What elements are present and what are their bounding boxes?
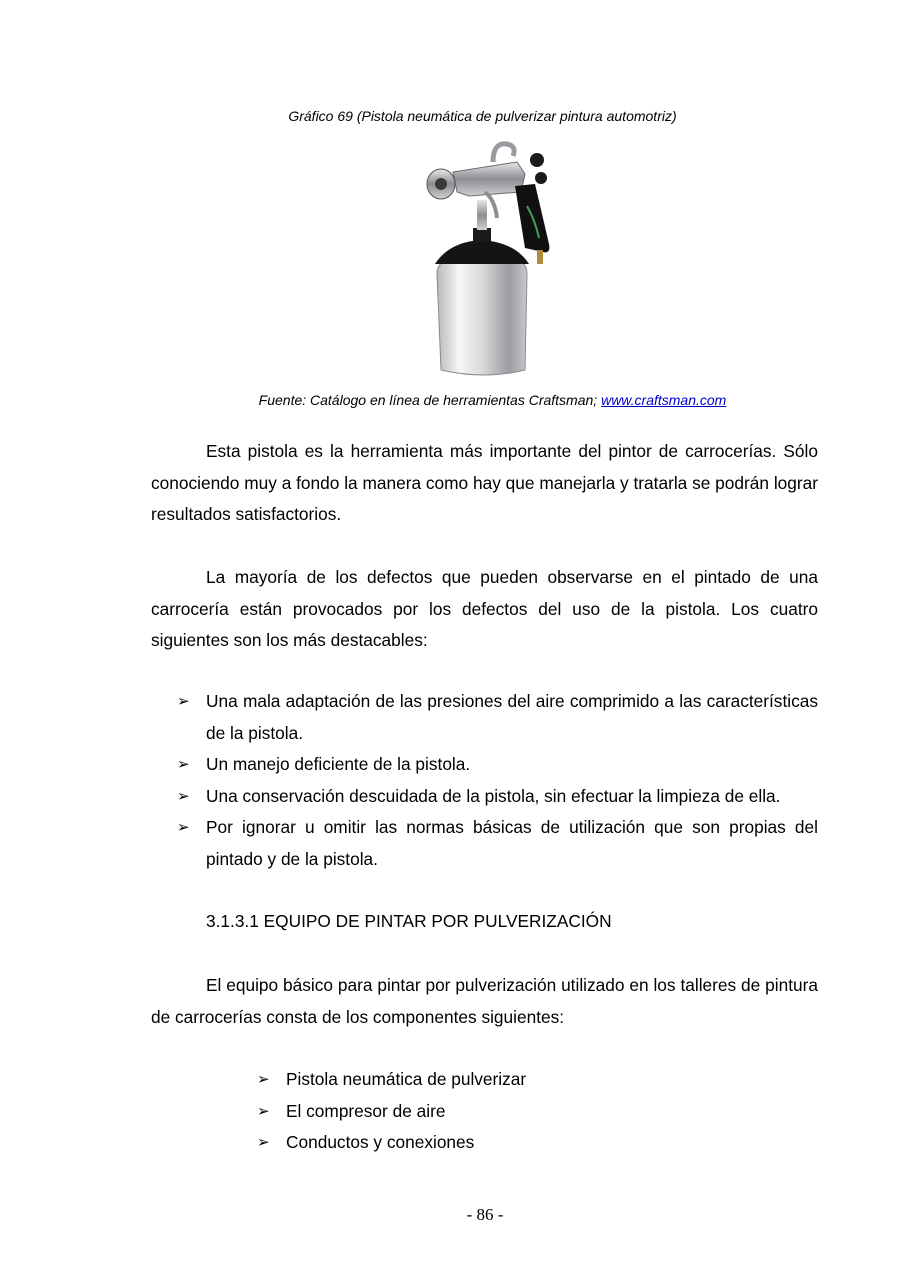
arrow-bullet-icon: ➢ — [177, 756, 190, 773]
arrow-bullet-icon: ➢ — [257, 1134, 270, 1151]
figure-title: Gráfico 69 (Pistola neumática de pulverizar pintura automotriz) — [288, 108, 677, 124]
paragraph-text: Esta pistola es la herramienta más importante del pintor de carrocerías. Sólo conociendo muy a fondo la manera como hay que manejarla y tratarla se podrán lograr resultados satisfactorios. — [151, 441, 818, 524]
craftsman-link[interactable]: www.craftsman.com — [601, 392, 727, 408]
arrow-bullet-icon: ➢ — [257, 1071, 270, 1088]
list-item — [151, 812, 818, 875]
spray-gun-icon — [409, 134, 561, 380]
list-item-text: Por ignorar u omitir las normas básicas de utilización que son propias del pintado y de la pistola. — [206, 817, 818, 869]
arrow-bullet-icon: ➢ — [177, 693, 190, 710]
figure-source-text: Fuente: Catálogo en línea de herramientas Craftsman; — [258, 392, 602, 408]
list-item — [231, 1096, 731, 1128]
list-item-text: Conductos y conexiones — [286, 1132, 475, 1152]
spray-gun-image — [409, 134, 561, 380]
defects-list — [151, 686, 818, 875]
section-heading: 3.1.3.1 EQUIPO DE PINTAR POR PULVERIZACIÓN — [206, 911, 612, 931]
list-item-text: El compresor de aire — [286, 1100, 446, 1121]
paragraph-text: La mayoría de los defectos que pueden observarse en el pintado de una carrocería están provocados por los defectos del uso de la pistola. Los cuatro siguientes son los más destacables: — [151, 567, 818, 650]
equipment-list — [231, 1064, 731, 1159]
list-item-text: Pistola neumática de pulverizar — [286, 1069, 527, 1089]
list-item-text: Una mala adaptación de las presiones del aire comprimido a las características de la pistola. — [206, 691, 818, 743]
paragraph — [151, 562, 818, 657]
list-item-text: Una conservación descuidada de la pistola, sin efectuar la limpieza de ella. — [206, 785, 781, 806]
arrow-bullet-icon: ➢ — [177, 819, 190, 836]
list-item — [231, 1127, 731, 1159]
paragraph-text: El equipo básico para pintar por pulverización utilizado en los talleres de pintura de carrocerías consta de los componentes siguientes: — [151, 975, 818, 1027]
figure-source — [40, 392, 905, 408]
paragraph — [151, 970, 818, 1033]
list-item — [151, 781, 818, 813]
paragraph — [151, 436, 818, 531]
page-number: - 86 - — [466, 1205, 504, 1224]
arrow-bullet-icon: ➢ — [177, 787, 190, 805]
list-item — [151, 686, 818, 749]
list-item — [151, 749, 818, 781]
list-item — [231, 1064, 731, 1096]
list-item-text: Un manejo deficiente de la pistola. — [206, 754, 471, 774]
arrow-bullet-icon: ➢ — [257, 1102, 270, 1120]
